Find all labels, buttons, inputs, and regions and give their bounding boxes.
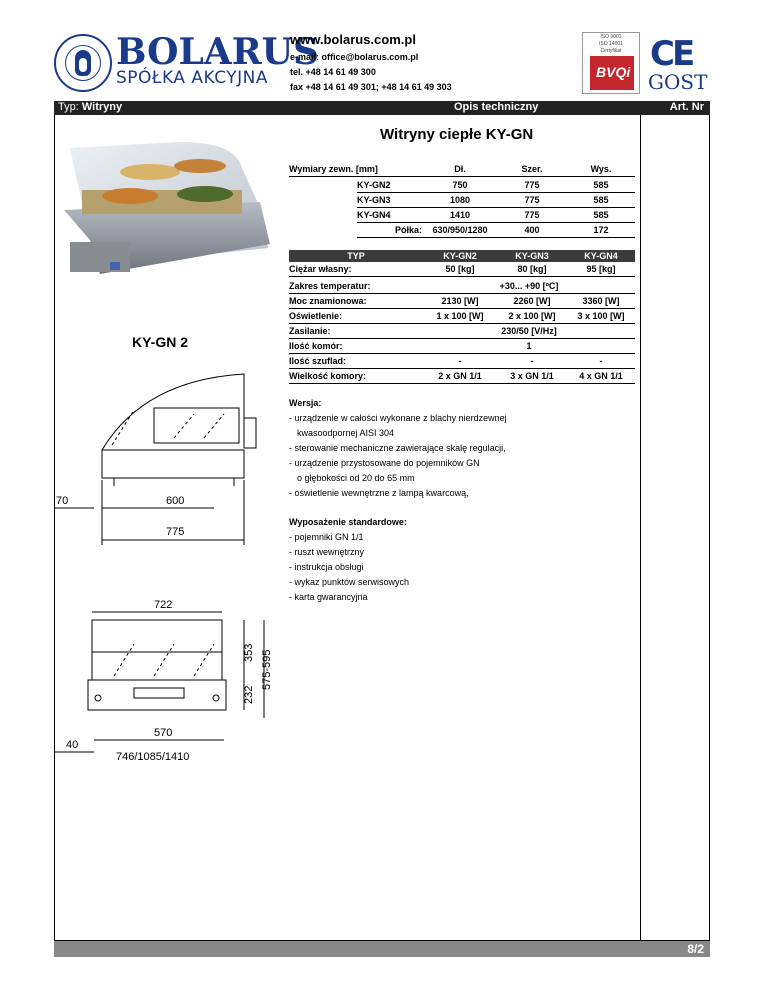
spec-label: Zakres temperatur:	[289, 281, 371, 291]
control-knob-icon	[110, 262, 120, 270]
dim-row-model: KY-GN2	[357, 180, 391, 190]
front-view-drawing	[54, 590, 294, 765]
version-section: Wersja: - urządzenie w całości wykonane z blachy nierdzewnej kwasoodpornej AISI 304 - sterowanie mechaniczne zawierające skalę regulacji, - urządzenie przystosowane do pojemników GN o głębokości od 20 do 65 mm - oświetlenie wewnętrzne z lampą kwarcową,	[289, 398, 507, 498]
ce-mark: CE	[650, 34, 693, 74]
dim-570-label: 570	[154, 727, 173, 739]
equipment-heading: Wyposażenie standardowe:	[289, 517, 407, 527]
spec-label: Ilość szuflad:	[289, 356, 347, 366]
page-number: 8/2	[687, 942, 704, 956]
version-heading: Wersja:	[289, 398, 322, 408]
bvqi-logo: BVQi	[590, 56, 634, 90]
dim-353-label: 353	[243, 643, 255, 662]
brand-name: BOLARUS	[116, 31, 320, 73]
gost-mark: GOST	[648, 70, 708, 94]
spec-label: Ilość komór:	[289, 341, 343, 351]
dimensions-table: Wymiary zewn. [mm] Dł. Szer. Wys. KY-GN2 750 775 585 KY-GN3 1080 775 585 KY-GN4 1410 775 585 Półka: 630/950/1280 400 172	[289, 160, 635, 240]
dim-775-label: 775	[166, 526, 185, 538]
bar-center-title: Opis techniczny	[454, 101, 539, 113]
dim-722-label: 722	[154, 599, 173, 611]
email-line[interactable]: e-mail: office@bolarus.com.pl	[290, 52, 419, 62]
side-view-drawing	[54, 370, 284, 550]
specs-header-type: TYP	[347, 251, 365, 261]
spec-label: Ciężar własny:	[289, 264, 352, 274]
dim-232-label: 232	[243, 685, 255, 704]
spec-label: Moc znamionowa:	[289, 296, 367, 306]
specs-table: TYP KY-GN2 KY-GN3 KY-GN4 Ciężar własny: 50 [kg] 80 [kg] 95 [kg] Zakres temperatur: +30... +90 [ºC] Moc znamionowa: 2130 [W] 2260 [W] 3360 [W] Oświetlenie: 1 x 100 [W] 2 x 100 [W] 3 x 100 [W] Zasilanie: 230/50 [V/Hz] Ilość komór: 1 Ilość szuflad: - - - Wielkość komory: 2 x GN 1/1 3 x GN 1/1 4 x GN 1/1	[289, 250, 635, 385]
art-nr-label: Art. Nr	[669, 101, 704, 113]
product-title: Witryny ciepłe KY-GN	[380, 126, 534, 143]
model-label: KY-GN 2	[132, 334, 189, 350]
website-link[interactable]: www.bolarus.com.pl	[290, 32, 416, 47]
section-bar	[54, 101, 710, 115]
brand-subtitle: SPÓŁKA AKCYJNA	[116, 68, 269, 88]
art-column-divider	[640, 115, 641, 941]
dim-70-label: 70	[56, 495, 69, 507]
page-footer	[54, 941, 710, 957]
bolarus-logo-seal	[54, 34, 112, 92]
dim-40-label: 40	[66, 739, 79, 751]
dim-600-label: 600	[166, 495, 185, 507]
spec-label: Zasilanie:	[289, 326, 331, 336]
tel-line: tel. +48 14 61 49 300	[290, 67, 376, 77]
product-photo	[60, 138, 272, 280]
dim-row-shelf: Półka:	[395, 225, 423, 235]
dim-header-height: Wys.	[590, 164, 612, 174]
dim-row-model: KY-GN3	[357, 195, 391, 205]
type-label: Typ: Witryny	[58, 101, 123, 113]
dim-header-width: Szer.	[521, 164, 543, 174]
fax-line: fax +48 14 61 49 301; +48 14 61 49 303	[290, 82, 452, 92]
spec-label: Oświetlenie:	[289, 311, 343, 321]
dim-575-label: 575-595	[261, 649, 273, 690]
dim-row-model: KY-GN4	[357, 210, 391, 220]
dim-746-label: 746/1085/1410	[116, 751, 190, 763]
spec-label: Wielkość komory:	[289, 371, 366, 381]
equipment-section: Wyposażenie standardowe: - pojemniki GN 1/1 - ruszt wewnętrzny - instrukcja obsługi - wykaz punktów serwisowych - karta gwarancyjna	[289, 517, 410, 602]
dim-header-label: Wymiary zewn. [mm]	[289, 164, 378, 174]
iso-certificate-badge: ISO 9001 ISO 14001 Certyfikat	[582, 32, 640, 94]
dim-header-length: Dł.	[454, 164, 466, 174]
